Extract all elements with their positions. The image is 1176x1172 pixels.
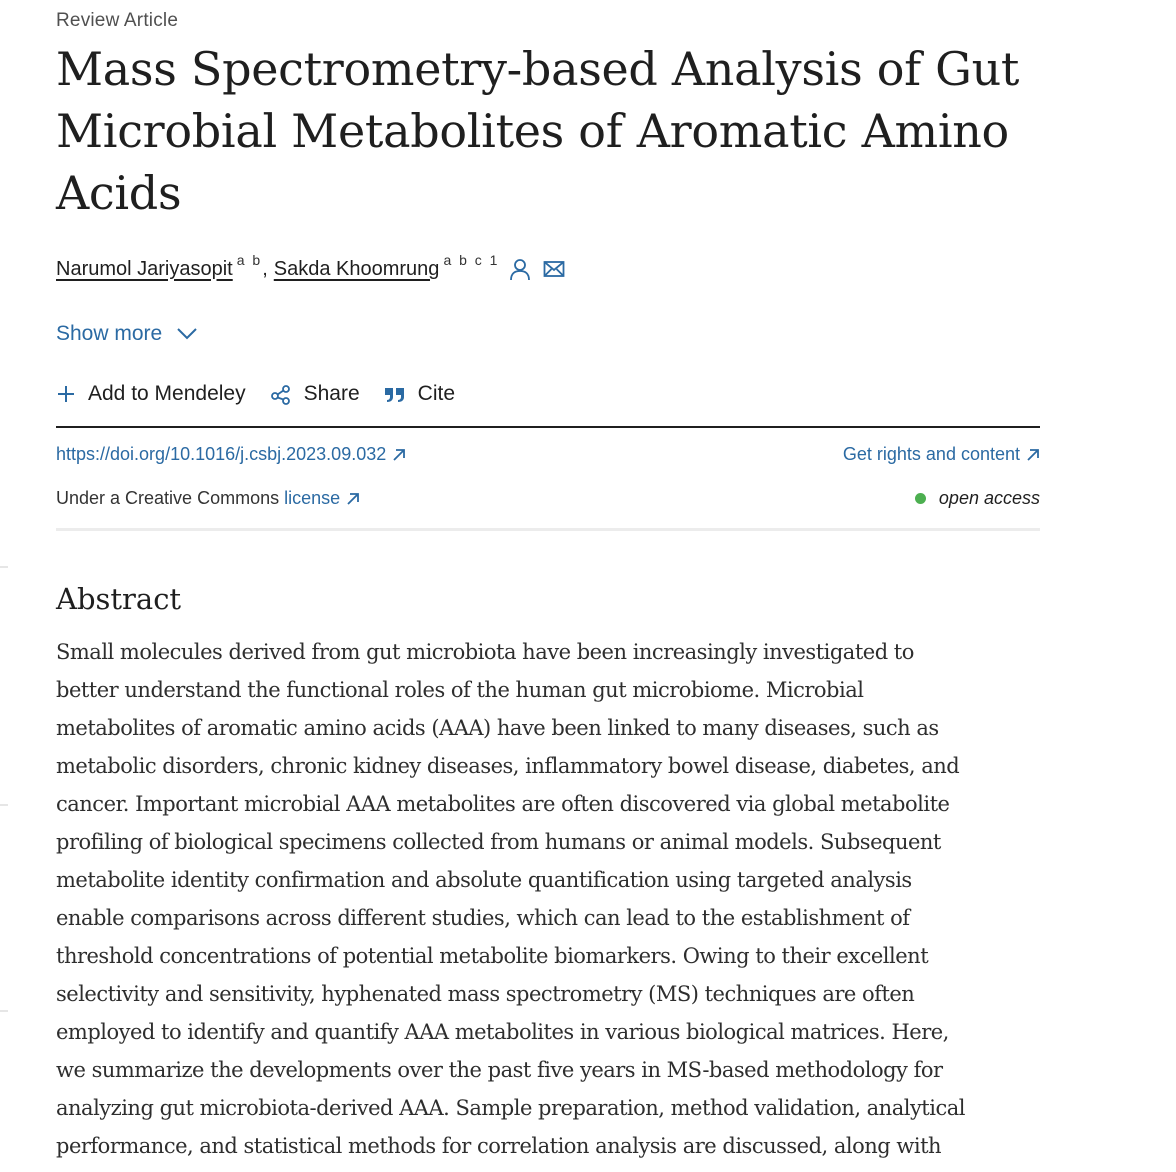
edge-mark bbox=[0, 566, 8, 568]
abstract-heading: Abstract bbox=[56, 582, 182, 616]
external-link-icon bbox=[1026, 448, 1040, 462]
open-access-badge bbox=[915, 488, 1040, 509]
show-more-label: Show more bbox=[56, 322, 163, 345]
abstract-line: threshold concentrations of potential metabolite biomarkers. Owing to their excellent bbox=[56, 944, 929, 968]
abstract-line: analyzing gut microbiota-derived AAA. Sample preparation, method validation, analytical bbox=[56, 1096, 965, 1120]
share-label: Share bbox=[303, 382, 360, 405]
cite-button[interactable] bbox=[384, 382, 455, 406]
share-icon bbox=[270, 383, 292, 405]
open-access-label: open access bbox=[938, 488, 1040, 508]
license-link-label: license bbox=[284, 488, 341, 508]
share-button[interactable] bbox=[270, 382, 360, 406]
abstract-line: Small molecules derived from gut microbiota have been increasingly investigated to bbox=[56, 640, 914, 664]
chevron-down-icon bbox=[176, 327, 198, 341]
add-to-mendeley-label: Add to Mendeley bbox=[88, 382, 246, 405]
license-prefix: Under a Creative Commons bbox=[56, 488, 280, 508]
envelope-icon[interactable] bbox=[541, 256, 567, 282]
abstract-line: performance, and statistical methods for correlation analysis are discussed, along with bbox=[56, 1134, 942, 1158]
abstract-line: enable comparisons across different studies, which can lead to the establishment of bbox=[56, 906, 910, 930]
divider bbox=[56, 426, 1040, 428]
abstract-line: metabolites of aromatic amino acids (AAA) have been linked to many diseases, such as bbox=[56, 716, 939, 740]
edge-mark bbox=[0, 804, 8, 806]
abstract-line: cancer. Important microbial AAA metabolites are often discovered via global metabolite bbox=[56, 792, 950, 816]
license-link[interactable] bbox=[284, 488, 360, 509]
doi-url: https://doi.org/10.1016/j.csbj.2023.09.032 bbox=[56, 444, 387, 464]
quote-icon bbox=[384, 385, 406, 403]
author-link[interactable]: Sakda Khoomrung bbox=[273, 257, 440, 280]
open-access-dot-icon bbox=[915, 493, 926, 504]
author-link[interactable]: Narumol Jariyasopit bbox=[56, 257, 233, 280]
doi-link[interactable] bbox=[56, 444, 406, 465]
abstract-line: we summarize the developments over the past five years in MS-based methodology for bbox=[56, 1058, 943, 1082]
article-toolbar bbox=[56, 382, 479, 406]
person-icon[interactable] bbox=[507, 256, 533, 282]
edge-mark bbox=[0, 1010, 8, 1012]
author-affiliations[interactable]: a b c 1 bbox=[443, 252, 500, 268]
plus-icon bbox=[56, 384, 76, 404]
external-link-icon bbox=[392, 448, 406, 462]
license-row bbox=[56, 488, 1040, 509]
external-link-icon bbox=[346, 492, 360, 506]
author-separator: , bbox=[262, 257, 268, 280]
license-statement bbox=[56, 488, 360, 509]
doi-row bbox=[56, 444, 1040, 465]
article-type: Review Article bbox=[56, 10, 179, 31]
abstract-text bbox=[56, 633, 1046, 1165]
abstract-line: metabolite identity confirmation and absolute quantification using targeted analysis bbox=[56, 868, 912, 892]
add-to-mendeley-button[interactable] bbox=[56, 382, 246, 406]
article-title: Mass Spectrometry-based Analysis of Gut Microbial Metabolites of Aromatic Amino Acids bbox=[56, 42, 1020, 220]
abstract-line: better understand the functional roles of the human gut microbiome. Microbial bbox=[56, 678, 864, 702]
abstract-line: metabolic disorders, chronic kidney diseases, inflammatory bowel disease, diabetes, and bbox=[56, 754, 960, 778]
abstract-line: profiling of biological specimens collected from humans or animal models. Subsequent bbox=[56, 830, 941, 854]
abstract-line: employed to identify and quantify AAA metabolites in various biological matrices. Here, bbox=[56, 1020, 949, 1044]
get-rights-link[interactable] bbox=[843, 444, 1040, 465]
author-list bbox=[56, 252, 567, 282]
divider bbox=[56, 528, 1040, 531]
show-more-button[interactable] bbox=[56, 322, 198, 346]
cite-label: Cite bbox=[417, 382, 456, 405]
abstract-line: selectivity and sensitivity, hyphenated mass spectrometry (MS) techniques are often bbox=[56, 982, 915, 1006]
get-rights-label: Get rights and content bbox=[842, 444, 1020, 464]
author-affiliations[interactable]: a b bbox=[236, 252, 263, 268]
